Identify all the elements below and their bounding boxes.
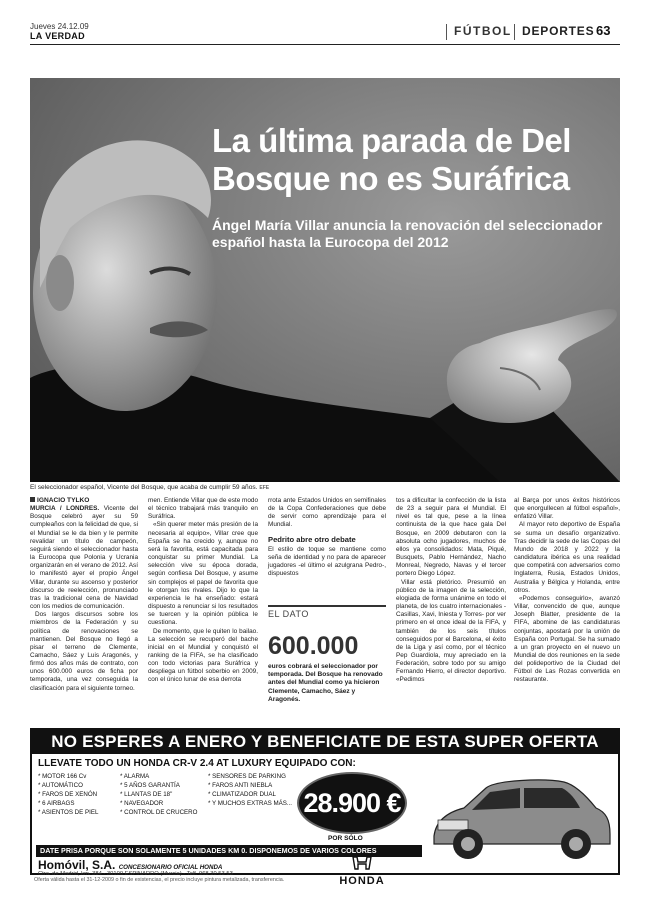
- ad-feature: * ALARMA: [120, 773, 150, 780]
- article-paragraph: El estilo de toque se mantiene como seña de identidad y no para de aparecer jugadores -el último el azulgrana Pedro-, dispuestos: [268, 545, 386, 578]
- newspaper-name: LA VERDAD: [30, 31, 85, 41]
- ad-features-list: [38, 772, 98, 817]
- article-paragraph: Dos largos discursos sobre los miembros de la Federación y su política de renovaciones se mantienen. Del Bosque no llegó a pisar el terreno de Clemente, Camacho, Sáez y Luis Aragonés, y firmó dos años más de contrato, con unos 600.000 euros de ficha por temporada, una vez conseguida la clasificación para el siguiente torneo.: [30, 611, 138, 692]
- article-column-5: [514, 497, 620, 685]
- dateline: MURCIA / LONDRES.: [30, 505, 100, 513]
- ad-features-list: [120, 772, 197, 817]
- caption-text: El seleccionador español, Vicente del Bosque, que acaba de cumplir 59 años.: [30, 484, 258, 491]
- ad-feature: * Y MUCHOS EXTRAS MÁS...: [208, 800, 293, 807]
- header-separator: [446, 24, 447, 40]
- article-paragraph: tos a dificultar la confección de la lista de 23 a seguir para el Mundial. El nivel es tal que, pese a la línea continuista de la que hace gala Del Bosque, en 2009 debutaron con la absoluta ocho jugadores, muchos de ellos ya consolidados: Mata, Piqué, Busquets, Pablo Hernández, Nacho Monreal, Negredo, Navas y el tercer portero Diego López.: [396, 497, 506, 578]
- article-paragraph: men. Entiende Villar que de este modo el técnico trabajará más tranquilo en Suráfrica.: [148, 497, 259, 521]
- photo-credit: EFE: [259, 485, 270, 491]
- fact-box-number: 600.000: [268, 632, 359, 660]
- article-column-1: [30, 497, 138, 693]
- article-column-2: [148, 497, 258, 685]
- page-number: 63: [596, 23, 611, 38]
- ad-feature: * 6 AIRBAGS: [38, 800, 75, 807]
- article-paragraph: «Sin querer meter más presión de la necesaria al equipo», Villar cree que España se ha crecido y, aunque no será la favorita, está capacitada para conquistar su primer Mundial. La selección vive su época dorada, según confiesa Del Bosque, y asume sin complejos el papel de favorita que le otorgan los rivales. Dijo lo que la experiencia le ha enseñado: estará dispuesto a renunciar si los resultados se tuercen y la opinión pública le cuestiona.: [148, 521, 258, 627]
- byline: [30, 497, 138, 505]
- dealer-tagline: CONCESIONARIO OFICIAL HONDA: [118, 864, 223, 871]
- ad-feature: * LLANTAS DE 18": [120, 791, 173, 798]
- ad-feature: * NAVEGADOR: [120, 800, 164, 807]
- ad-feature: * CONTROL DE CRUCERO: [120, 809, 198, 816]
- ad-feature: * SENSORES DE PARKING: [208, 773, 286, 780]
- article-column-4: [396, 497, 506, 685]
- headline-line: La última parada de Del: [212, 122, 571, 159]
- fact-box-label: EL DATO: [268, 605, 386, 619]
- author-name: IGNACIO TYLKO: [37, 497, 90, 504]
- ad-headline: NO ESPERES A ENERO Y BENEFICIATE DE ESTA SUPER OFERTA: [32, 730, 618, 754]
- subheadline-line: Ángel María Villar anuncia la renovación del seleccionador: [212, 217, 603, 233]
- ad-features-list: [208, 772, 292, 808]
- brand-name: HONDA: [339, 875, 385, 887]
- article-paragraph: Villar está pletórico. Presumió en público de la imagen de la selección, elogiada de forma unánime en todo el planeta, de los cuatro internacionales -Casillas, Xavi, Iniesta y Torres- por ver primero en el once ideal de la FIFA, y también de los seis títulos conseguidos por el Barcelona, el éxito de la Liga y así como, por el técnico Pep Guardiola, muy apreciado en la Federación, sobre todo por su amigo Fernando Hierro, el director deportivo. «Pedimos: [396, 578, 506, 684]
- article-paragraph: al Barça por unos éxitos históricos que enorgullecen al fútbol español», enfatizó Villar.: [514, 497, 620, 521]
- dealer-name: Homóvil, S.A.: [38, 858, 116, 872]
- ad-feature: * 5 AÑOS GARANTÍA: [120, 782, 180, 789]
- subheadline-line: español hasta la Eurocopa del 2012: [212, 234, 449, 250]
- article-paragraph: De momento, que le quiten lo bailao. La selección se recuperó del bache inicial en el Mundial y conquistó el ranking de la FIFA, se ha clasificado con todo victorias para Suráfrica y despliega un fútbol soberbio en 2009, con el único lunar de esa derrota: [148, 627, 258, 684]
- ad-feature: * MOTOR 166 Cv: [38, 773, 87, 780]
- price-badge: [297, 772, 407, 834]
- ad-feature: * FAROS DE XENÓN: [38, 791, 98, 798]
- header-separator: [514, 24, 515, 40]
- issue-date: Jueves 24.12.09: [30, 22, 89, 31]
- article-paragraph: Vicente del Bosque celebró ayer su 59 cumpleaños con la felicidad de que, si el Mundial se le da bien y le permite revalidar un título de campeón, seguirá siendo el seleccionador hasta la Eurocopa que Polonia y Ucrania organizarán en el verano de 2012. Así lo manifestó ayer el propio Ángel Villar, durante su ascenso y posterior discurso de reelección, pronunciado tras la tradicional cena de Navidad con los medios de comunicación.: [30, 505, 139, 611]
- fact-box-text: euros cobrará el seleccionador por temporada. Del Bosque ha renovado antes del Mundial como ya hicieron Clemente, Camacho, Sáez y Aragonés.: [268, 663, 383, 703]
- ad-feature: * CLIMATIZADOR DUAL: [208, 791, 276, 798]
- ad-feature: * FAROS ANTI NIEBLA: [208, 782, 273, 789]
- subheadline: [212, 217, 612, 251]
- ad-feature: * AUTOMÁTICO: [38, 782, 83, 789]
- headline-line: Bosque no es Suráfrica: [212, 160, 570, 197]
- photo-caption: [30, 484, 269, 491]
- category-label: DEPORTES: [522, 24, 595, 38]
- article-column-3: [268, 497, 386, 578]
- section-label: FÚTBOL: [454, 24, 512, 38]
- ad-subheadline: LLEVATE TODO UN HONDA CR-V 2.4 AT LUXURY EQUIPADO CON:: [38, 758, 356, 769]
- header-rule: [30, 44, 620, 45]
- dealer-name-block: [38, 858, 222, 872]
- honda-logo: [332, 856, 392, 887]
- section-subheading: Pedrito abre otro debate: [268, 534, 356, 544]
- fact-box: [268, 605, 386, 704]
- headline: [212, 122, 612, 198]
- article-paragraph: Al mayor reto deportivo de España se suma un desafío organizativo. Tras decidir la sede de las Copas del Mundo de 2018 y 2022 y la candidatura ibérica es una realidad que competirá con adversarios como Inglaterra, Rusia, Estados Unidos, Australia y Bélgica y Holanda, entre otros.: [514, 521, 620, 594]
- article-paragraph: «Podemos conseguirlo», avanzó Villar, convencido de que, aunque Joseph Blatter, presidente de la FIFA, abomine de las candidaturas conjuntas, apostará por la unión de España con Portugal. Se ha sumado a un gran proyecto en el nuevo un Mundial de dos reuniones en la sede del polideportivo de la Ciudad del Fútbol de Las Rozas convertida en restaurante.: [514, 594, 620, 684]
- ad-banner: DATE PRISA PORQUE SON SOLAMENTE 5 UNIDADES KM 0. DISPONEMOS DE VARIOS COLORES: [36, 845, 422, 857]
- article-paragraph: rrota ante Estados Unidos en semifinales de la Copa Confederaciones que debe de servir como aprendizaje para el Mundial.: [268, 497, 386, 529]
- ad-feature: * ASIENTOS DE PIEL: [38, 809, 99, 816]
- honda-h-icon: [351, 856, 373, 870]
- price-prefix: POR SÓLO: [328, 835, 363, 842]
- ad-price: 28.900 €: [303, 787, 401, 818]
- car-illustration: [424, 758, 616, 870]
- ad-footnote: Oferta válida hasta el 31-12-2009 o fin de existencias, el precio incluye pintura metalizada, transferencia.: [34, 877, 285, 883]
- dealer-address: Ctra. de Madrid, km. 384 - 30100 ESPINARDO (Murcia) - Telf. 968 30 53 53: [38, 871, 233, 877]
